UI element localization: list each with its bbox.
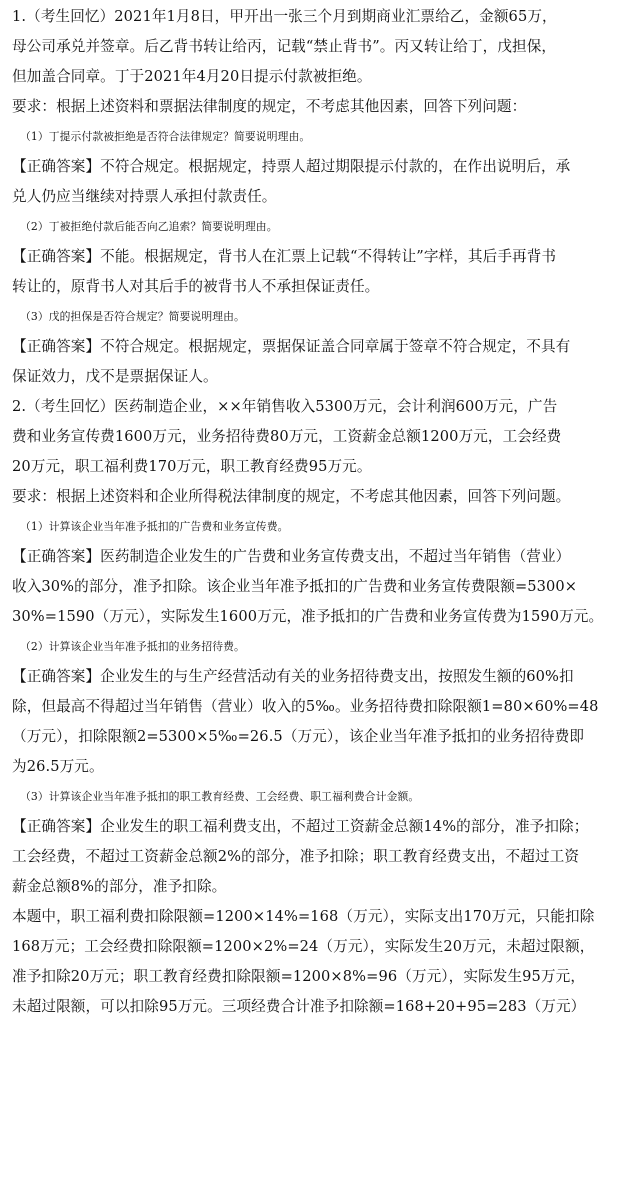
q2-sub1-answer-line-2: 收入30%的部分，准予扣除。该企业当年准予抵扣的广告费和业务宣传费限额=5300× bbox=[12, 578, 578, 595]
q1-stem-line-3: 但加盖合同章。丁于2021年4月20日提示付款被拒绝。 bbox=[12, 68, 372, 85]
q1-sub3-answer-line-2: 保证效力，戊不是票据保证人。 bbox=[12, 368, 218, 385]
q1-sub1-answer-line-2: 兑人仍应当继续对持票人承担付款责任。 bbox=[12, 188, 277, 205]
q2-sub2-question: （2）计算该企业当年准予抵扣的业务招待费。 bbox=[20, 640, 245, 653]
q1-stem-line-1: 1.（考生回忆）2021年1月8日，甲开出一张三个月到期商业汇票给乙，金额65万， bbox=[12, 8, 557, 25]
q2-sub3-answer-line-1: 【正确答案】企业发生的职工福利费支出，不超过工资薪金总额14%的部分，准予扣除； bbox=[12, 818, 589, 835]
q2-sub3-answer-line-3: 薪金总额8%的部分，准予扣除。 bbox=[12, 878, 227, 895]
q2-sub1-answer-line-3: 30%=1590（万元），实际发生1600万元，准予抵扣的广告费和业务宣传费为1590万元。 bbox=[12, 608, 604, 625]
q2-sub2-answer-line-1: 【正确答案】企业发生的与生产经营活动有关的业务招待费支出，按照发生额的60%扣 bbox=[12, 668, 574, 685]
q2-sub2-answer-line-2: 除，但最高不得超过当年销售（营业）收入的5‰。业务招待费扣除限额1=80×60%=48 bbox=[12, 698, 599, 715]
q2-sub2-answer-line-4: 为26.5万元。 bbox=[12, 758, 104, 775]
q2-stem-line-3: 20万元，职工福利费170万元，职工教育经费95万元。 bbox=[12, 458, 372, 475]
q1-sub2-answer-line-1: 【正确答案】不能。根据规定，背书人在汇票上记载“不得转让”字样，其后手再背书 bbox=[12, 248, 557, 265]
q2-sub3-calc-line-4: 未超过限额，可以扣除95万元。三项经费合计准予扣除额=168+20+95=283（万元） bbox=[12, 998, 586, 1015]
q2-sub1-question: （1）计算该企业当年准予抵扣的广告费和业务宣传费。 bbox=[20, 520, 289, 533]
q2-sub3-calc-line-1: 本题中，职工福利费扣除限额=1200×14%=168（万元），实际支出170万元，只能扣除 bbox=[12, 908, 595, 925]
q1-sub2-question: （2）丁被拒绝付款后能否向乙追索？简要说明理由。 bbox=[20, 220, 278, 233]
q1-requirement: 要求：根据上述资料和票据法律制度的规定，不考虑其他因素，回答下列问题： bbox=[12, 98, 527, 115]
q1-sub3-question: （3）戊的担保是否符合规定？简要说明理由。 bbox=[20, 310, 245, 323]
q2-sub3-question: （3）计算该企业当年准予抵扣的职工教育经费、工会经费、职工福利费合计金额。 bbox=[20, 790, 420, 803]
q1-sub2-answer-line-2: 转让的，原背书人对其后手的被背书人不承担保证责任。 bbox=[12, 278, 380, 295]
q1-sub1-answer-line-1: 【正确答案】不符合规定。根据规定，持票人超过期限提示付款的，在作出说明后，承 bbox=[12, 158, 571, 175]
q2-sub3-calc-line-2: 168万元；工会经费扣除限额=1200×2%=24（万元），实际发生20万元，未超过限额， bbox=[12, 938, 595, 955]
q2-sub2-answer-line-3: （万元），扣除限额2=5300×5‰=26.5（万元），该企业当年准予抵扣的业务招待费即 bbox=[12, 728, 585, 745]
q2-stem-line-1: 2.（考生回忆）医药制造企业，××年销售收入5300万元，会计利润600万元，广告 bbox=[12, 398, 558, 415]
q2-sub3-calc-line-3: 准予扣除20万元；职工教育经费扣除限额=1200×8%=96（万元），实际发生95万元， bbox=[12, 968, 586, 985]
q2-stem-line-2: 费和业务宣传费1600万元，业务招待费80万元，工资薪金总额1200万元，工会经费 bbox=[12, 428, 562, 445]
q2-sub3-answer-line-2: 工会经费，不超过工资薪金总额2%的部分，准予扣除；职工教育经费支出，不超过工资 bbox=[12, 848, 580, 865]
q1-sub3-answer-line-1: 【正确答案】不符合规定。根据规定，票据保证盖合同章属于签章不符合规定，不具有 bbox=[12, 338, 571, 355]
q2-requirement: 要求：根据上述资料和企业所得税法律制度的规定，不考虑其他因素，回答下列问题。 bbox=[12, 488, 571, 505]
q2-sub1-answer-line-1: 【正确答案】医药制造企业发生的广告费和业务宣传费支出，不超过当年销售（营业） bbox=[12, 548, 571, 565]
q1-sub1-question: （1）丁提示付款被拒绝是否符合法律规定？简要说明理由。 bbox=[20, 130, 311, 143]
q1-stem-line-2: 母公司承兑并签章。后乙背书转让给丙，记载“禁止背书”。丙又转让给丁，戊担保， bbox=[12, 38, 557, 55]
